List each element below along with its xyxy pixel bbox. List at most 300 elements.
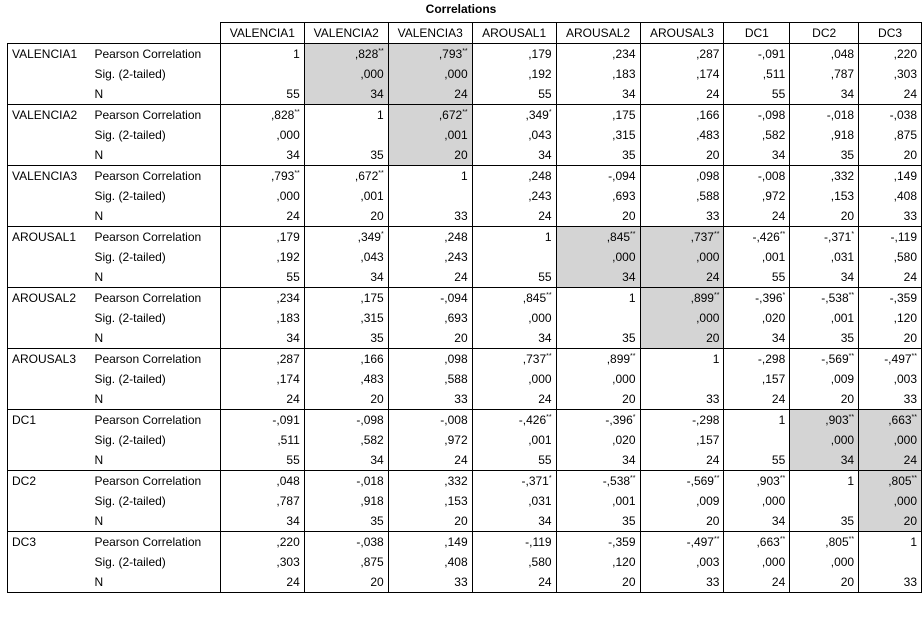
cell-value xyxy=(472,206,556,227)
statistic-label: Pearson Correlation xyxy=(90,44,220,65)
sig-value: ,001 xyxy=(360,189,384,203)
correlation-value: ,287 xyxy=(276,352,300,366)
significance-marker: * xyxy=(851,231,855,238)
cell-value xyxy=(304,430,388,450)
cell-value xyxy=(304,186,388,206)
correlation-value: 1 xyxy=(628,291,636,305)
cell-value xyxy=(724,145,790,166)
sig-value: ,001 xyxy=(612,494,636,508)
correlation-value: -,091 xyxy=(272,413,300,427)
sig-value: ,315 xyxy=(612,128,636,142)
cell-value xyxy=(859,247,922,267)
table-row xyxy=(8,84,922,105)
sig-value: ,009 xyxy=(830,372,855,386)
significance-marker: * xyxy=(548,109,552,116)
cell-value xyxy=(859,328,922,349)
correlation-value: ,149 xyxy=(444,535,468,549)
cell-value xyxy=(724,450,790,471)
correlation-value: -,038 xyxy=(356,535,384,549)
correlation-value: ,048 xyxy=(830,47,855,61)
header-row xyxy=(8,23,922,44)
statistic-label: Sig. (2-tailed) xyxy=(94,494,166,508)
n-value: 24 xyxy=(538,209,552,223)
sig-value: ,582 xyxy=(761,128,786,142)
cell-value xyxy=(859,206,922,227)
correlation-value: ,349 xyxy=(525,108,549,122)
significance-marker: ** xyxy=(911,353,917,360)
correlation-value: -,298 xyxy=(692,413,720,427)
cell-value xyxy=(304,145,388,166)
significance-marker: * xyxy=(632,414,636,421)
sig-value: ,588 xyxy=(444,372,468,386)
sig-value: ,043 xyxy=(528,128,552,142)
sig-value: ,483 xyxy=(696,128,720,142)
cell-value xyxy=(790,84,859,105)
sig-value: ,580 xyxy=(893,250,917,264)
correlation-value: ,048 xyxy=(276,474,300,488)
cell-value xyxy=(472,44,556,65)
cell-value xyxy=(859,389,922,410)
cell-value xyxy=(640,491,724,511)
cell-value xyxy=(859,471,922,492)
cell-value xyxy=(640,44,724,65)
cell-value xyxy=(220,44,304,65)
cell-value xyxy=(220,471,304,492)
cell-value xyxy=(556,328,640,349)
cell-value xyxy=(724,389,790,410)
row-variable-label xyxy=(8,64,91,84)
sig-value: ,483 xyxy=(360,372,384,386)
cell-value xyxy=(724,105,790,126)
cell-value xyxy=(790,64,859,84)
table-row xyxy=(8,450,922,471)
cell-value xyxy=(790,288,859,309)
correlation-value: 1 xyxy=(293,47,300,61)
row-variable-label xyxy=(8,145,91,166)
sig-value: ,315 xyxy=(360,311,384,325)
n-value: 24 xyxy=(538,392,552,406)
correlation-value: -,359 xyxy=(889,291,917,305)
cell-value xyxy=(556,532,640,553)
sig-value: ,588 xyxy=(696,189,720,203)
cell-value xyxy=(640,511,724,532)
correlation-value: ,663 xyxy=(756,535,780,549)
significance-marker: ** xyxy=(294,109,300,116)
cell-value xyxy=(556,288,640,309)
cell-value xyxy=(724,84,790,105)
correlation-value: ,737 xyxy=(522,352,547,366)
statistic-label: Sig. (2-tailed) xyxy=(94,372,166,386)
n-value: 24 xyxy=(454,87,468,101)
cell-value xyxy=(640,247,724,267)
cell-value xyxy=(472,64,556,84)
cell-value xyxy=(388,450,472,471)
significance-marker: ** xyxy=(779,536,786,543)
cell-value xyxy=(556,308,640,328)
cell-value xyxy=(556,511,640,532)
table-row xyxy=(8,247,922,267)
n-value: 34 xyxy=(840,87,855,101)
cell-value xyxy=(304,206,388,227)
cell-value xyxy=(472,328,556,349)
cell-value xyxy=(304,552,388,572)
cell-value xyxy=(859,430,922,450)
cell-value xyxy=(388,471,472,492)
table-row xyxy=(8,369,922,389)
cell-value xyxy=(472,247,556,267)
cell-value xyxy=(388,288,472,309)
sig-value: ,009 xyxy=(696,494,720,508)
correlation-value: ,175 xyxy=(612,108,636,122)
n-value: 34 xyxy=(622,270,636,284)
sig-value: ,000 xyxy=(360,67,384,81)
sig-value: ,183 xyxy=(612,67,636,81)
correlation-value: -,426 xyxy=(518,413,547,427)
table-row xyxy=(8,328,922,349)
header-blank xyxy=(8,23,91,44)
n-value: 20 xyxy=(840,392,855,406)
cell-value xyxy=(859,44,922,65)
cell-value xyxy=(724,227,790,248)
correlation-value: ,828 xyxy=(270,108,295,122)
cell-value xyxy=(220,267,304,288)
cell-value xyxy=(724,288,790,309)
cell-value xyxy=(790,491,859,511)
n-value: 20 xyxy=(903,148,917,162)
correlation-value: -,008 xyxy=(440,413,468,427)
statistic-label: Pearson Correlation xyxy=(90,410,220,431)
row-variable-label xyxy=(8,430,91,450)
cell-value xyxy=(790,349,859,370)
cell-value xyxy=(640,84,724,105)
n-value: 24 xyxy=(706,453,720,467)
cell-value xyxy=(220,125,304,145)
statistic-label: N xyxy=(90,511,220,532)
n-value: 20 xyxy=(706,148,720,162)
significance-marker: * xyxy=(548,475,552,482)
cell-value xyxy=(724,430,790,450)
sig-value: ,153 xyxy=(830,189,855,203)
cell-value xyxy=(790,125,859,145)
row-variable-label xyxy=(8,328,91,349)
column-header: DC3 xyxy=(859,23,922,44)
row-variable-label xyxy=(8,125,91,145)
cell-value xyxy=(472,572,556,593)
row-variable-label: DC2 xyxy=(8,471,91,492)
correlation-value: ,234 xyxy=(612,47,636,61)
cell-value xyxy=(304,44,388,65)
n-value: 24 xyxy=(771,209,786,223)
column-header: VALENCIA3 xyxy=(388,23,472,44)
column-header: AROUSAL1 xyxy=(472,23,556,44)
statistic-label: Pearson Correlation xyxy=(90,288,220,309)
row-variable-label xyxy=(8,511,91,532)
n-value: 20 xyxy=(622,575,636,589)
cell-value xyxy=(724,308,790,328)
cell-value xyxy=(472,267,556,288)
cell-value xyxy=(640,450,724,471)
cell-value xyxy=(859,267,922,288)
row-variable-label: AROUSAL1 xyxy=(8,227,91,248)
sig-value: ,875 xyxy=(893,128,917,142)
cell-value xyxy=(304,288,388,309)
table-row xyxy=(8,125,922,145)
significance-marker: ** xyxy=(378,48,384,55)
sig-value: ,020 xyxy=(612,433,636,447)
n-value: 34 xyxy=(771,331,786,345)
sig-value: ,174 xyxy=(696,67,720,81)
cell-value xyxy=(859,308,922,328)
n-value: 34 xyxy=(538,514,552,528)
correlation-value: ,845 xyxy=(606,230,631,244)
cell-value xyxy=(640,430,724,450)
sig-value: ,408 xyxy=(444,555,468,569)
correlation-value: -,094 xyxy=(608,169,636,183)
significance-marker: ** xyxy=(462,48,468,55)
n-value: 24 xyxy=(706,87,720,101)
correlation-value: -,396 xyxy=(755,291,783,305)
cell-value xyxy=(556,430,640,450)
column-header: AROUSAL2 xyxy=(556,23,640,44)
cell-value xyxy=(724,186,790,206)
sig-value: ,000 xyxy=(612,250,636,264)
sig-value: ,000 xyxy=(528,311,552,325)
cell-value xyxy=(640,369,724,389)
sig-value: ,918 xyxy=(830,128,855,142)
cell-value xyxy=(388,247,472,267)
n-value: 20 xyxy=(454,148,468,162)
sig-value: ,408 xyxy=(893,189,917,203)
cell-value xyxy=(472,410,556,431)
cell-value xyxy=(472,552,556,572)
cell-value xyxy=(388,328,472,349)
correlation-value: ,845 xyxy=(522,291,547,305)
statistic-label: Sig. (2-tailed) xyxy=(94,433,166,447)
n-value: 34 xyxy=(370,453,384,467)
cell-value xyxy=(220,145,304,166)
n-value: 20 xyxy=(903,514,917,528)
row-variable-label xyxy=(8,450,91,471)
correlation-value: ,179 xyxy=(276,230,300,244)
sig-value: ,000 xyxy=(276,128,300,142)
row-variable-label: DC1 xyxy=(8,410,91,431)
n-value: 35 xyxy=(622,148,636,162)
sig-value: ,303 xyxy=(893,67,917,81)
sig-value: ,157 xyxy=(696,433,720,447)
cell-value xyxy=(859,511,922,532)
sig-value: ,020 xyxy=(761,311,786,325)
n-value: 34 xyxy=(286,331,300,345)
sig-value: ,001 xyxy=(761,250,786,264)
sig-value: ,003 xyxy=(696,555,720,569)
cell-value xyxy=(724,511,790,532)
statistic-label: N xyxy=(90,206,220,227)
sig-value: ,000 xyxy=(893,494,917,508)
statistic-label: Sig. (2-tailed) xyxy=(94,128,166,142)
sig-value: ,787 xyxy=(276,494,300,508)
cell-value xyxy=(388,552,472,572)
cell-value xyxy=(304,349,388,370)
n-value: 24 xyxy=(903,87,917,101)
cell-value xyxy=(220,491,304,511)
cell-value xyxy=(388,430,472,450)
cell-value xyxy=(304,84,388,105)
row-variable-label xyxy=(8,491,91,511)
correlation-value: -,018 xyxy=(356,474,384,488)
correlation-value: ,220 xyxy=(893,47,917,61)
cell-value xyxy=(388,145,472,166)
cell-value xyxy=(556,450,640,471)
n-value: 33 xyxy=(454,392,468,406)
n-value: 55 xyxy=(286,453,300,467)
correlation-value: -,426 xyxy=(752,230,780,244)
statistic-label: Sig. (2-tailed) xyxy=(94,555,166,569)
cell-value xyxy=(472,105,556,126)
significance-marker: ** xyxy=(630,475,636,482)
cell-value xyxy=(640,267,724,288)
sig-value: ,511 xyxy=(277,433,300,447)
cell-value xyxy=(790,145,859,166)
statistic-label: Pearson Correlation xyxy=(90,532,220,553)
cell-value xyxy=(556,186,640,206)
significance-marker: ** xyxy=(779,231,786,238)
correlation-value: ,672 xyxy=(438,108,463,122)
significance-marker: ** xyxy=(779,475,786,482)
cell-value xyxy=(859,450,922,471)
statistic-label: Pearson Correlation xyxy=(90,227,220,248)
cell-value xyxy=(790,430,859,450)
correlation-value: ,166 xyxy=(360,352,384,366)
table-row xyxy=(8,471,922,492)
n-value: 34 xyxy=(370,87,384,101)
cell-value xyxy=(304,166,388,187)
cell-value xyxy=(556,471,640,492)
n-value: 20 xyxy=(903,331,917,345)
n-value: 34 xyxy=(840,270,855,284)
sig-value: ,000 xyxy=(830,433,855,447)
statistic-label: Sig. (2-tailed) xyxy=(94,67,166,81)
cell-value xyxy=(304,267,388,288)
n-value: 20 xyxy=(370,392,384,406)
cell-value xyxy=(304,532,388,553)
statistic-label: Sig. (2-tailed) xyxy=(94,311,166,325)
sig-value: ,183 xyxy=(276,311,300,325)
sig-value: ,000 xyxy=(830,555,855,569)
cell-value xyxy=(220,64,304,84)
correlation-value: ,899 xyxy=(606,352,631,366)
table-row xyxy=(8,572,922,593)
significance-marker: ** xyxy=(462,109,468,116)
correlation-value: -,119 xyxy=(890,230,917,244)
cell-value xyxy=(724,267,790,288)
significance-marker: ** xyxy=(546,353,552,360)
n-value: 33 xyxy=(454,575,468,589)
table-row xyxy=(8,166,922,187)
cell-value xyxy=(640,308,724,328)
correlation-value: ,332 xyxy=(444,474,468,488)
correlation-value: -,298 xyxy=(757,352,786,366)
n-value: 33 xyxy=(706,209,720,223)
sig-value: ,243 xyxy=(444,250,468,264)
n-value: 20 xyxy=(622,209,636,223)
n-value: 35 xyxy=(370,331,384,345)
row-variable-label: VALENCIA1 xyxy=(8,44,91,65)
table-row xyxy=(8,64,922,84)
correlation-value: ,793 xyxy=(438,47,463,61)
sig-value: ,120 xyxy=(893,311,917,325)
correlation-value: -,569 xyxy=(686,474,714,488)
cell-value xyxy=(304,227,388,248)
table-row xyxy=(8,308,922,328)
cell-value xyxy=(790,532,859,553)
statistic-label: Pearson Correlation xyxy=(90,105,220,126)
n-value: 24 xyxy=(771,392,786,406)
cell-value xyxy=(472,430,556,450)
correlation-value: 1 xyxy=(712,352,720,366)
header-blank xyxy=(90,23,220,44)
cell-value xyxy=(388,186,472,206)
cell-value xyxy=(640,572,724,593)
table-title: Correlations xyxy=(425,2,497,16)
n-value: 55 xyxy=(538,453,552,467)
statistic-label: Sig. (2-tailed) xyxy=(94,250,166,264)
n-value: 34 xyxy=(538,331,552,345)
table-row xyxy=(8,105,922,126)
n-value: 33 xyxy=(903,392,917,406)
cell-value xyxy=(790,328,859,349)
cell-value xyxy=(790,450,859,471)
cell-value xyxy=(388,308,472,328)
cell-value xyxy=(304,328,388,349)
cell-value xyxy=(640,186,724,206)
cell-value xyxy=(304,389,388,410)
sig-value: ,972 xyxy=(761,189,786,203)
sig-value: ,157 xyxy=(761,372,786,386)
cell-value xyxy=(220,572,304,593)
n-value: 20 xyxy=(454,331,468,345)
sig-value: ,000 xyxy=(276,189,300,203)
correlation-value: 1 xyxy=(460,169,468,183)
cell-value xyxy=(220,84,304,105)
row-variable-label xyxy=(8,308,91,328)
statistic-label: Pearson Correlation xyxy=(90,166,220,187)
cell-value xyxy=(220,308,304,328)
cell-value xyxy=(388,532,472,553)
statistic-label: N xyxy=(90,145,220,166)
correlation-value: ,287 xyxy=(696,47,720,61)
cell-value xyxy=(472,369,556,389)
sig-value: ,243 xyxy=(528,189,552,203)
cell-value xyxy=(790,267,859,288)
cell-value xyxy=(472,308,556,328)
n-value: 35 xyxy=(840,514,855,528)
n-value: 34 xyxy=(286,514,300,528)
cell-value xyxy=(640,125,724,145)
cell-value xyxy=(724,125,790,145)
sig-value: ,003 xyxy=(893,372,917,386)
correlation-value: -,538 xyxy=(602,474,631,488)
table-row xyxy=(8,206,922,227)
correlation-value: ,098 xyxy=(444,352,468,366)
column-header: VALENCIA1 xyxy=(220,23,304,44)
sig-value: ,582 xyxy=(360,433,384,447)
table-row xyxy=(8,491,922,511)
column-header: DC1 xyxy=(724,23,790,44)
correlation-value: ,899 xyxy=(690,291,714,305)
n-value: 33 xyxy=(454,209,468,223)
cell-value xyxy=(304,125,388,145)
table-row xyxy=(8,186,922,206)
